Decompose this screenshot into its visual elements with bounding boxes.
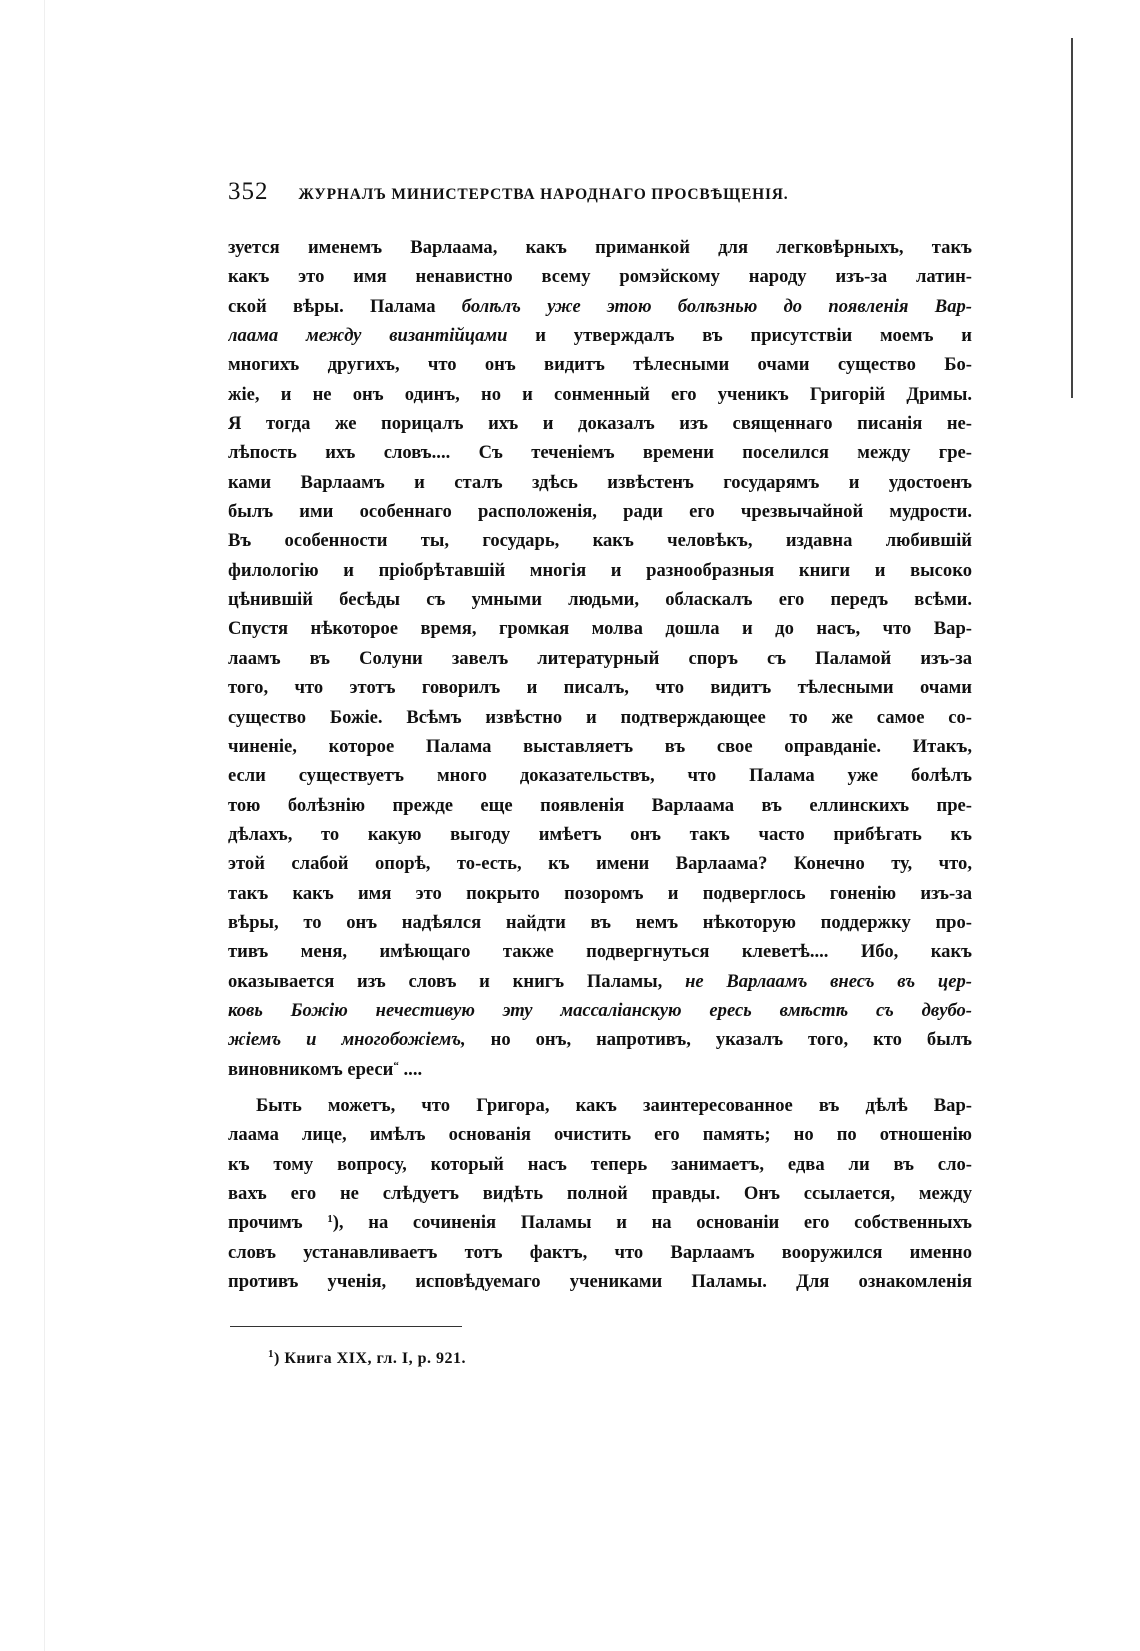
text-line: жіе, и не онъ одинъ, но и сонменный его ученикъ Григорій Дримы.	[228, 383, 972, 405]
text-line: ками Варлаамъ и сталъ здѣсь извѣстенъ государямъ и удостоенъ	[228, 471, 972, 493]
italic-quote: лаама между византійцами	[228, 325, 508, 347]
text-line: ской вѣры. Палама болѣлъ уже этою болѣзнью до появленія Вар-	[228, 295, 972, 317]
running-title: ЖУРНАЛЪ МИНИСТЕРСТВА НАРОДНАГО ПРОСВѢЩЕНІЯ.	[298, 186, 789, 203]
footnote-divider	[230, 1326, 462, 1327]
text-line: Спустя нѣкоторое время, громкая молва дошла и до насъ, что Вар-	[228, 618, 972, 640]
scan-page-edge	[1071, 38, 1073, 398]
text-line: дѣлахъ, то какую выгоду имѣетъ онъ такъ часто прибѣгать къ	[228, 823, 972, 845]
text-line: чиненіе, которое Палама выставляетъ въ свое оправданіе. Итакъ,	[228, 735, 972, 757]
text-line: этой слабой опорѣ, то-есть, къ имени Варлаама? Конечно ту, что,	[228, 853, 972, 875]
text-line: тивъ меня, имѣющаго также подвергнуться клеветѣ.... Ибо, какъ	[228, 941, 972, 963]
closing-quote-mark: “	[393, 1059, 399, 1072]
text-line: лаама между византійцами и утверждалъ въ присутствіи моемъ и	[228, 325, 972, 347]
text-line: Въ особенности ты, государь, какъ человѣкъ, издавна любившій	[228, 530, 972, 552]
text-line: виновникомъ ереси“ ....	[228, 1058, 423, 1080]
text-line: многихъ другихъ, что онъ видитъ тѣлесными очами существо Бо-	[228, 354, 972, 376]
text-line: противъ ученія, исповѣдуемаго учениками Паламы. Для ознакомленія	[228, 1271, 972, 1293]
scan-edge-shadow	[44, 0, 45, 1651]
text-line: если существуетъ много доказательствъ, что Палама уже болѣлъ	[228, 765, 972, 787]
text-line: того, что этотъ говорилъ и писалъ, что видитъ тѣлесными очами	[228, 677, 972, 699]
text-line: оказывается изъ словъ и книгъ Паламы, не Варлаамъ внесъ въ цер-	[228, 970, 972, 992]
text-line: филологію и пріобрѣтавшій многія и разнообразныя книги и высоко	[228, 559, 972, 581]
body-text	[228, 233, 972, 1296]
text-line: жіемъ и многобожіемъ, но онъ, напротивъ, указалъ того, кто былъ	[228, 1029, 972, 1051]
italic-quote: жіемъ и многобожіемъ,	[228, 1029, 466, 1051]
text-line: былъ ими особеннаго расположенія, ради его чрезвычайной мудрости.	[228, 501, 972, 523]
text-line: лаамъ въ Солуни завелъ литературный споръ съ Паламой изъ-за	[228, 647, 972, 669]
italic-quote: болѣлъ уже этою болѣзнью до появленія Вар-	[461, 295, 972, 317]
text-line: вахъ его не слѣдуетъ видѣть полной правды. Онъ ссылается, между	[228, 1183, 972, 1204]
italic-quote: ковь Божію нечестивую эту массаліанскую ересь вмѣстѣ съ двубо-	[228, 999, 972, 1021]
page-number: 352	[228, 178, 269, 205]
footnote-marker: 1	[268, 1348, 274, 1360]
text-line: тою болѣзнію прежде еще появленія Варлаама въ еллинскихъ пре-	[228, 794, 972, 816]
text-line: лаама лице, имѣлъ основанія очистить его память; но по отношенію	[228, 1124, 972, 1146]
page-header	[228, 178, 968, 214]
text-line: существо Божіе. Всѣмъ извѣстно и подтверждающее то же самое со-	[228, 706, 972, 728]
text-line	[228, 996, 972, 1025]
text-line: Быть можетъ, что Григора, какъ заинтересованное въ дѣлѣ Вар-	[256, 1094, 972, 1116]
text-line: какъ это имя ненавистно всему ромэйскому народу изъ-за латин-	[228, 266, 972, 288]
text-line: прочимъ $^1$), на сочиненія Паламы и на основаніи его собственныхъ	[228, 1212, 972, 1234]
text-line: такъ какъ имя это покрыто позоромъ и подверглось гоненію изъ-за	[228, 882, 972, 904]
text-line: зуется именемъ Варлаама, какъ приманкой для легковѣрныхъ, такъ	[228, 237, 972, 258]
text-line: вѣры, то онъ надѣялся найдти въ немъ нѣкоторую поддержку про-	[228, 911, 972, 933]
footnote-reference: 1	[327, 1213, 333, 1226]
text-line: цѣнившій бесѣды съ умными людьми, обласкалъ его передъ всѣми.	[228, 589, 972, 611]
text-line: къ тому вопросу, который насъ теперь занимаетъ, едва ли въ сло-	[228, 1153, 972, 1175]
text-line: Я тогда же порицалъ ихъ и доказалъ изъ священнаго писанія не-	[228, 413, 972, 435]
text-line: словъ устанавливаетъ тотъ фактъ, что Варлаамъ вооружился именно	[228, 1241, 972, 1263]
footnote	[268, 1350, 466, 1368]
text-line: лѣпость ихъ словъ.... Съ теченіемъ времени поселился между гре-	[228, 442, 972, 464]
paragraph-gap	[228, 1084, 972, 1091]
italic-quote: не Варлаамъ внесъ въ цер-	[685, 970, 972, 992]
footnote-text: ) Книга XIX, гл. I, p. 921.	[274, 1350, 467, 1367]
